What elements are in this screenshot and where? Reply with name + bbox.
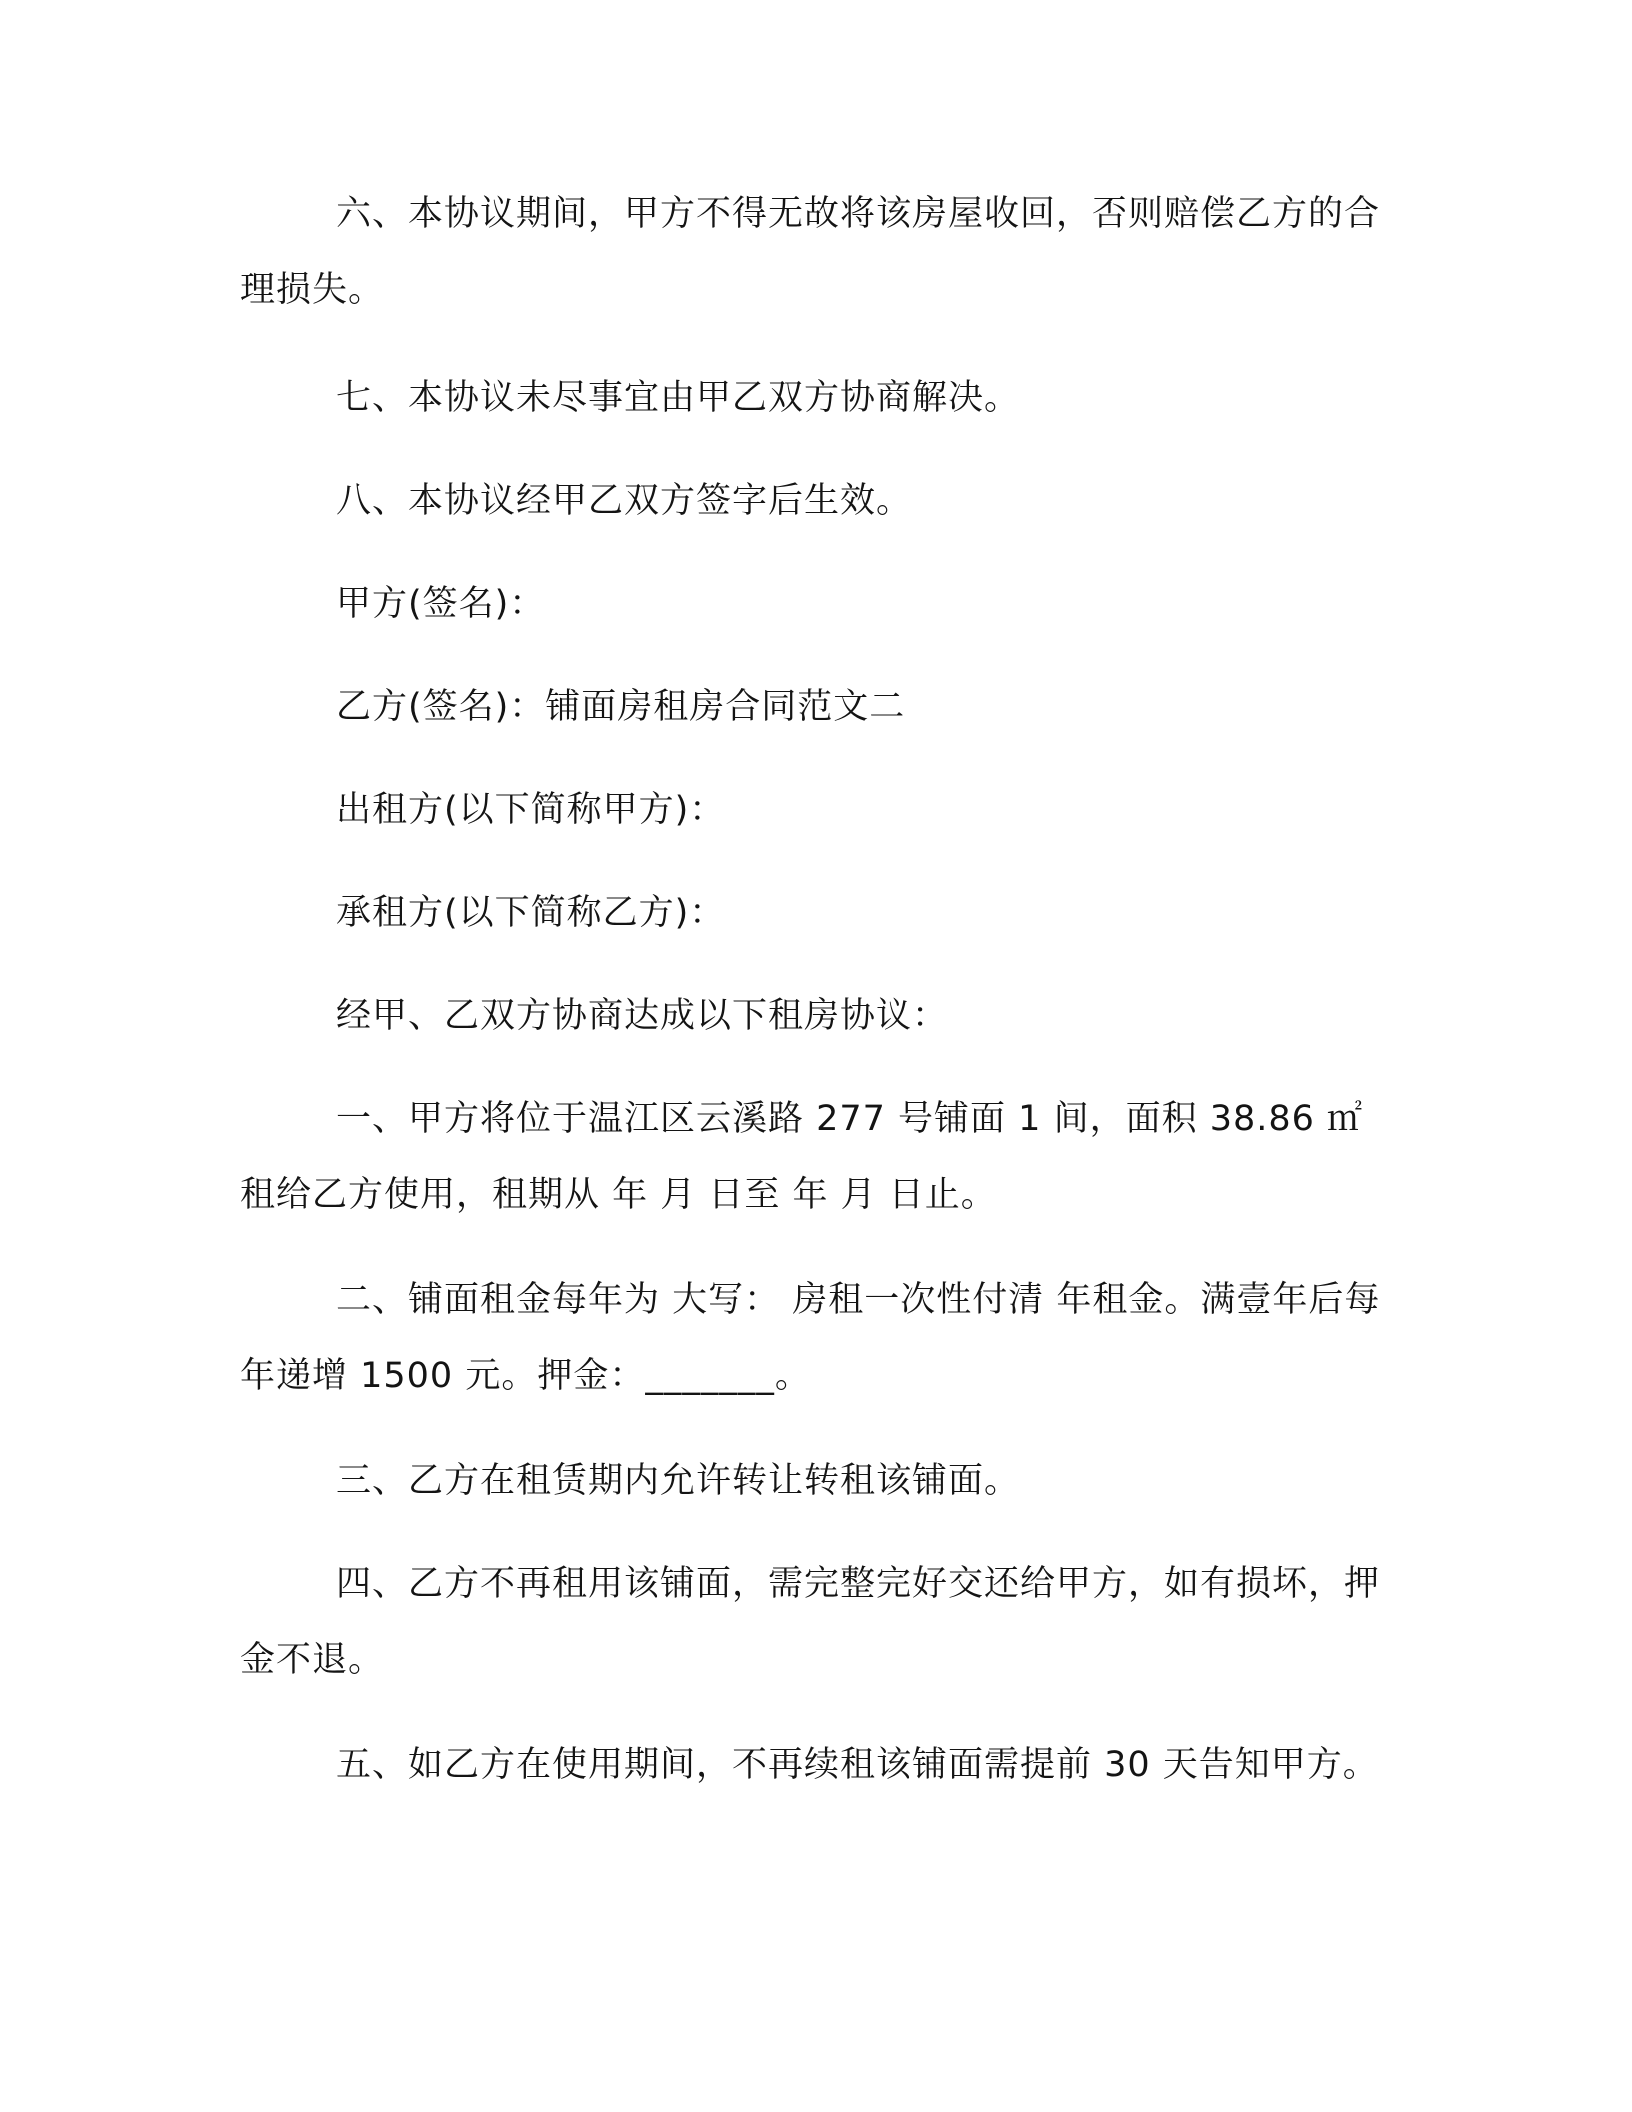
clause-seven: 七、本协议未尽事宜由甲乙双方协商解决。: [336, 378, 1021, 418]
lessee-line: 承租方(以下简称乙方)：: [336, 893, 726, 933]
clause-two: 二、铺面租金每年为 大写： 房租一次性付清 年租金。满壹年后每年递增 1500 元。押金：_______。: [240, 1280, 1381, 1396]
clause-six: 六、本协议期间，甲方不得无故将该房屋收回，否则赔偿乙方的合理损失。: [240, 194, 1381, 310]
party-a-signature: 甲方(签名)：: [336, 584, 546, 624]
clause-four: 四、乙方不再租用该铺面，需完整完好交还给甲方，如有损坏，押金不退。: [240, 1564, 1381, 1680]
clause-eight: 八、本协议经甲乙双方签字后生效。: [336, 481, 913, 521]
clause-one: 一、甲方将位于温江区云溪路 277 号铺面 1 间，面积 38.86 ㎡租给乙方使用，租期从 年 月 日至 年 月 日止。: [240, 1099, 1364, 1215]
clause-five: 五、如乙方在使用期间，不再续租该铺面需提前 30 天告知甲方。: [336, 1745, 1379, 1785]
clause-three: 三、乙方在租赁期内允许转让转租该铺面。: [336, 1461, 1021, 1501]
party-b-signature: 乙方(签名)：铺面房租房合同范文二: [336, 687, 906, 727]
lessor-line: 出租方(以下简称甲方)：: [336, 790, 726, 830]
agreement-intro: 经甲、乙双方协商达成以下租房协议：: [336, 996, 949, 1036]
